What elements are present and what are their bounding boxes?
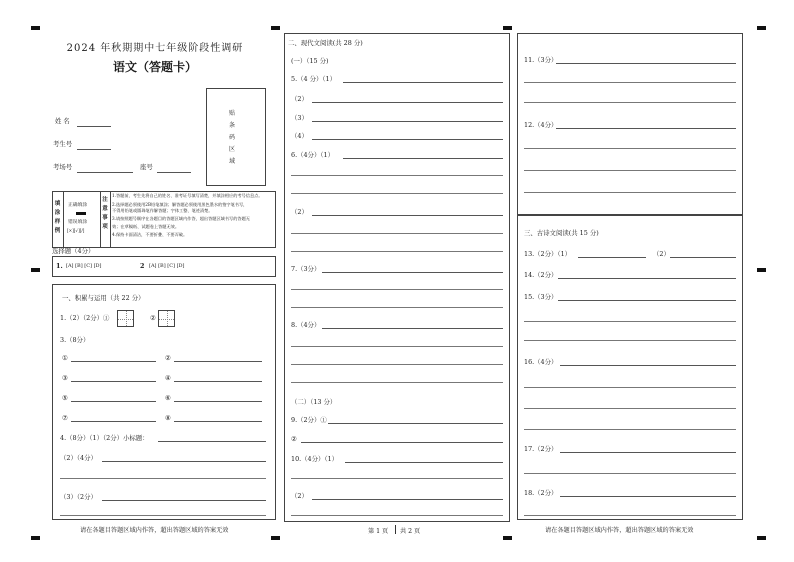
q4-1-answer-line[interactable] — [158, 441, 266, 442]
q10-answer-line[interactable] — [312, 499, 503, 500]
footer-warning: 请在各题目答题区域内作答，超出答题区域的答案无效 — [80, 527, 229, 534]
q8-answer-line[interactable] — [322, 328, 503, 329]
notice-item: 效；在草稿纸、试题卷上答题无效。 — [112, 224, 180, 229]
q4-3-label: （3）（2分） — [60, 493, 97, 501]
alignment-mark — [271, 536, 280, 540]
correct-fill-label: 正确填涂 — [68, 203, 88, 208]
wrong-fill-label: 错误填涂 — [68, 220, 88, 225]
alignment-mark — [757, 536, 766, 540]
q16-answer-line[interactable] — [524, 387, 736, 388]
q18-label: 18.（2分） — [524, 489, 558, 497]
q18-answer-line[interactable] — [560, 496, 736, 497]
q12-answer-line[interactable] — [556, 128, 736, 129]
q3-item-label: ⑧ — [165, 414, 171, 422]
sheet-title: 语文（答题卡） — [112, 60, 197, 74]
q6-answer-line[interactable] — [312, 215, 503, 216]
notice-item: 4.保持卡面清洁，不要折叠、不要弄破。 — [112, 232, 188, 237]
q10-label: 10.（4分）（1） — [291, 455, 339, 463]
q8-answer-line[interactable] — [291, 382, 503, 383]
q3-item-label: ⑦ — [62, 414, 68, 422]
q6-answer-line[interactable] — [291, 193, 503, 194]
q6-2-label: （2） — [291, 208, 308, 216]
q9-answer-line[interactable] — [301, 442, 503, 443]
q4-label: 4.（8分）（1）（2分）小标题： — [60, 434, 149, 442]
q17-answer-line[interactable] — [560, 452, 736, 453]
q16-answer-line[interactable] — [524, 429, 736, 430]
q9-2-label: ② — [291, 435, 297, 443]
q3-label: 3.（8分） — [60, 336, 90, 344]
q15-answer-line[interactable] — [558, 300, 736, 301]
q6-answer-line[interactable] — [291, 251, 503, 252]
q3-item-label: ② — [165, 354, 171, 362]
q16-label: 16.（4分） — [524, 358, 558, 366]
q5-answer-line[interactable] — [312, 139, 503, 140]
seat-field[interactable] — [157, 172, 191, 173]
notice-item: 3.请按照题号顺序在各题目的答题区域内作答，超出答题区域书写的答题无 — [112, 216, 250, 221]
q3-item-label: ⑥ — [165, 394, 171, 402]
q1-label: 1.（2）（2分）① — [60, 314, 110, 322]
page-separator — [395, 525, 396, 534]
page-total: 共 2 页 — [400, 528, 421, 535]
q14-label: 14.（2分） — [524, 271, 558, 279]
q8-label: 8.（4分） — [291, 321, 321, 329]
notice-label: 注意事项 — [102, 197, 108, 230]
q10-2-label: （2） — [291, 492, 308, 500]
seat-label: 座号 — [140, 163, 153, 171]
q6-label: 6.（4分）（1） — [291, 151, 334, 159]
q5-answer-line[interactable] — [312, 121, 503, 122]
q8-answer-line[interactable] — [291, 346, 503, 347]
q3-item-label: ⑤ — [62, 394, 68, 402]
q18-answer-line[interactable] — [524, 515, 736, 516]
q7-label: 7.（3分） — [291, 265, 321, 273]
section3-heading: 三、古诗文阅读(共 15 分) — [524, 229, 599, 237]
alignment-mark — [503, 26, 512, 30]
choice-q1-number: 1. — [56, 262, 63, 270]
q1-label-b: ② — [150, 314, 156, 322]
q3-answer-line[interactable] — [174, 361, 262, 362]
part1-label: (一）（15 分) — [291, 57, 329, 65]
exam-number-label: 考生号 — [53, 140, 73, 148]
exam-title: 2024 年秋期期中七年级阶段性调研 — [66, 43, 244, 54]
q11-answer-line[interactable] — [556, 63, 736, 64]
q3-answer-line[interactable] — [174, 381, 262, 382]
section3-box — [517, 215, 743, 520]
q3-answer-line[interactable] — [174, 421, 262, 422]
q15-label: 15.（3分） — [524, 293, 558, 301]
q12-answer-line[interactable] — [524, 148, 736, 149]
notice-item: 1.答题前，考生先将自己的姓名、准考证号填写清楚，并填涂相应的考号信息点。 — [112, 193, 263, 198]
q14-answer-line[interactable] — [558, 278, 736, 279]
q13-2-label: （2） — [653, 250, 670, 258]
q3-item-label: ④ — [165, 374, 171, 382]
q7-answer-line[interactable] — [322, 272, 503, 273]
choice-q1-options[interactable]: [A] [B] [C] [D] — [66, 263, 102, 269]
q6-answer-line[interactable] — [343, 158, 503, 159]
q15-answer-line[interactable] — [524, 340, 736, 341]
q1-char-box[interactable] — [117, 310, 134, 327]
q16-answer-line[interactable] — [560, 365, 736, 366]
q3-item-label: ③ — [62, 374, 68, 382]
sample-label: 填涂样例 — [54, 201, 61, 234]
section2-box — [284, 33, 510, 522]
q3-answer-line[interactable] — [71, 381, 156, 382]
q10-answer-line[interactable] — [291, 478, 503, 479]
name-field[interactable] — [77, 126, 111, 127]
wrong-fill-sample: [×][√][/] — [67, 228, 85, 233]
q9-answer-line[interactable] — [328, 423, 503, 424]
correct-fill-sample — [76, 212, 86, 215]
q10-answer-line[interactable] — [291, 515, 503, 516]
q12-answer-line[interactable] — [524, 170, 736, 171]
q3-answer-line[interactable] — [71, 401, 156, 402]
section2-heading: 二、现代文阅读(共 28 分) — [288, 39, 363, 47]
alignment-mark — [757, 268, 766, 272]
q5-sub-label: （2） — [291, 95, 308, 103]
alignment-mark — [757, 26, 766, 30]
q13-answer-line[interactable] — [670, 257, 736, 258]
footer-warning: 请在各题目答题区域内作答，超出答题区域的答案无效 — [545, 527, 694, 534]
q5-label: 5.（4 分）（1） — [291, 75, 337, 83]
q4-3-answer-line[interactable] — [102, 500, 266, 501]
notice-item: 2.选择题必须使用2B铅笔填涂；解答题必须使用黑色墨水的签字笔书写， — [112, 202, 248, 207]
q16-answer-line[interactable] — [524, 408, 736, 409]
choice-label: 选择题（4分） — [52, 247, 95, 255]
q4-2-answer-line[interactable] — [102, 461, 266, 462]
alignment-mark — [31, 536, 40, 540]
section1-heading: 一、积累与运用（共 22 分） — [62, 294, 145, 302]
q11-answer-line[interactable] — [524, 82, 736, 83]
q6-answer-line[interactable] — [291, 175, 503, 176]
alignment-mark — [31, 26, 40, 30]
q3-answer-line[interactable] — [71, 361, 156, 362]
page-number: 第 1 页 — [368, 528, 389, 535]
q9-label: 9.（2分）① — [291, 416, 327, 424]
room-field[interactable] — [77, 172, 133, 173]
q3-item-label: ① — [62, 354, 68, 362]
alignment-mark — [31, 268, 40, 272]
q6-answer-line[interactable] — [291, 233, 503, 234]
q11-label: 11.（3分） — [524, 56, 558, 64]
q3-answer-line[interactable] — [71, 421, 156, 422]
q5-sub-label: （4） — [291, 132, 308, 140]
q7-answer-line[interactable] — [291, 289, 503, 290]
q10-answer-line[interactable] — [345, 462, 503, 463]
name-label: 姓 名 — [55, 117, 70, 125]
q5-answer-line[interactable] — [312, 102, 503, 103]
q4-3-answer-line[interactable] — [60, 515, 266, 516]
alignment-mark — [271, 26, 280, 30]
q4-2-label: （2）（4分） — [60, 454, 97, 462]
alignment-mark — [503, 536, 512, 540]
sticker-area-label: 贴条码区域 — [228, 110, 235, 165]
q13-answer-line[interactable] — [578, 257, 646, 258]
choice-q2-options[interactable]: [A] [B] [C] [D] — [149, 263, 185, 269]
part2-label: （二）（13 分） — [291, 398, 337, 406]
exam-number-field[interactable] — [77, 149, 111, 150]
q17-answer-line[interactable] — [524, 473, 736, 474]
q13-label: 13.（2分）（1） — [524, 250, 572, 258]
q12-answer-line[interactable] — [524, 192, 736, 193]
notice-item: 不得用铅笔或圆珠笔作解答题；字体工整、笔迹清楚。 — [112, 208, 213, 213]
q3-answer-line[interactable] — [174, 401, 262, 402]
room-label: 考场号 — [53, 163, 73, 171]
q7-answer-line[interactable] — [291, 307, 503, 308]
q5-sub-label: （3） — [291, 114, 308, 122]
q17-label: 17.（2分） — [524, 445, 558, 453]
q11-answer-line[interactable] — [524, 102, 736, 103]
q8-answer-line[interactable] — [291, 364, 503, 365]
choice-q2-number: 2 — [140, 262, 145, 270]
q15-answer-line[interactable] — [524, 321, 736, 322]
q5-answer-line[interactable] — [343, 82, 503, 83]
q12-label: 12.（4分） — [524, 121, 558, 129]
q1-char-box[interactable] — [158, 310, 175, 327]
q4-2-answer-line[interactable] — [60, 478, 266, 479]
